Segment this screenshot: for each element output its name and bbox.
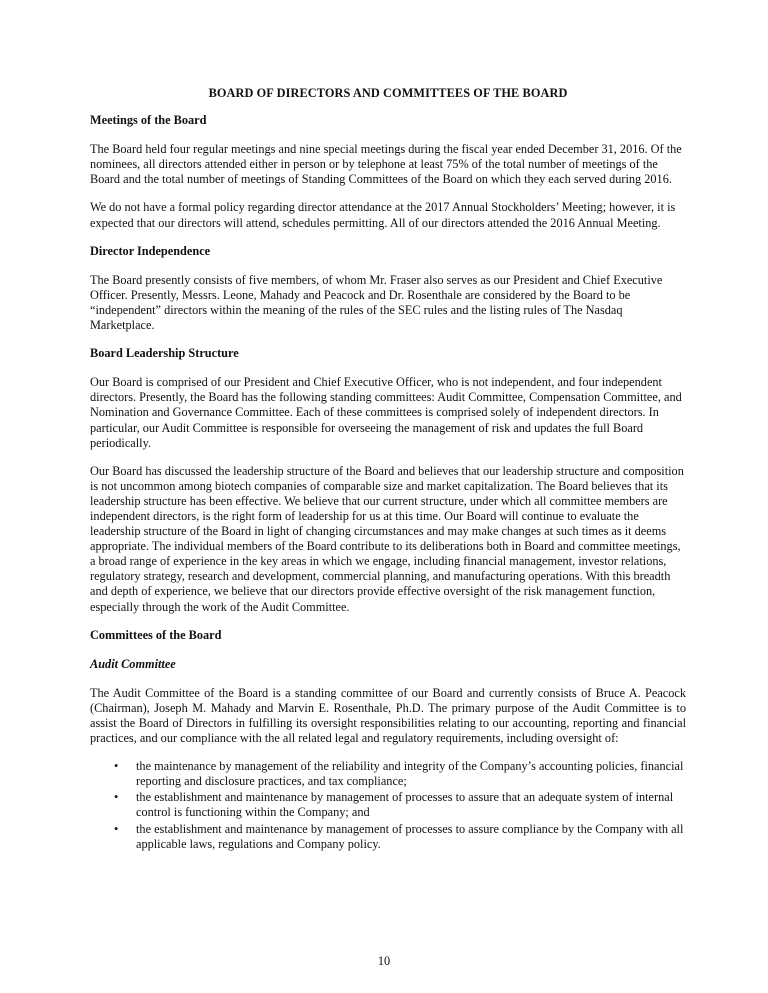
- bullet-icon: •: [114, 759, 119, 774]
- list-item-text: the establishment and maintenance by management of processes to assure compliance by the Company with all applicable laws, regulations and Company policy.: [136, 821, 684, 851]
- page-number: 10: [377, 954, 391, 968]
- list-item: [90, 822, 686, 852]
- meetings-paragraph-2: We do not have a formal policy regarding director attendance at the 2017 Annual Stockholders’ Meeting; however, it is expected that our directors will attend, schedules permitting. All of our directors attended the 2016 Annual Meeting.: [90, 200, 676, 230]
- document-page: [90, 86, 686, 853]
- bullet-icon: •: [114, 821, 119, 836]
- section-heading-meetings: Meetings of the Board: [90, 113, 207, 128]
- section-heading-leadership: Board Leadership Structure: [90, 346, 239, 361]
- list-item-text: the establishment and maintenance by management of processes to assure that an adequate system of internal control is functioning within the Company; and: [136, 790, 674, 820]
- subsection-heading-audit: Audit Committee: [90, 656, 176, 671]
- list-item: [90, 759, 686, 789]
- section-heading-independence: Director Independence: [90, 243, 211, 258]
- section-heading-committees: Committees of the Board: [90, 627, 222, 642]
- audit-paragraph-1: The Audit Committee of the Board is a standing committee of our Board and currently consists of Bruce A. Peacock (Chairman), Joseph M. Mahady and Marvin E. Rosenthale, Ph.D. The primary purpose of the Audit Committee is to assist the Board of Directors in fulfilling its oversight responsibilities relating to our accounting, reporting and financial practices, and our compliance with the all related legal and regulatory requirements, including oversight of:: [90, 685, 686, 746]
- leadership-paragraph-1: Our Board is comprised of our President and Chief Executive Officer, who is not independent, and four independent directors. Presently, the Board has the following standing committees: Audit Committee, Compensation Committee, and Nomination and Governance Committee. Each of these committees is comprised solely of independent directors. In particular, our Audit Committee is responsible for overseeing the management of risk and updates the full Board periodically.: [90, 375, 682, 450]
- leadership-paragraph-2: Our Board has discussed the leadership structure of the Board and believes that our leadership structure and composition is not uncommon among biotech companies of comparable size and market capitalization. The Board believes that its leadership structure has been effective. We believe that our current structure, under which all committee members are independent directors, is the right form of leadership for us at this time. Our Board will continue to evaluate the leadership structure of the Board in light of changing circumstances and may make changes at such times as it deems appropriate. The individual members of the Board contribute to its deliberations both in Board and committee meetings, a broad range of experience in the key areas in which we engage, including financial management, investor relations, regulatory strategy, research and development, commercial planning, and manufacturing operations. With this breadth and depth of experience, we believe that our directors provide effective oversight of the risk management function, especially through the work of the Audit Committee.: [90, 463, 684, 614]
- independence-paragraph-1: The Board presently consists of five members, of whom Mr. Fraser also serves as our President and Chief Executive Officer. Presently, Messrs. Leone, Mahady and Peacock and Dr. Rosenthale are considered by the Board to be “independent” directors within the meaning of the rules of the SEC rules and the listing rules of The Nasdaq Marketplace.: [90, 272, 663, 333]
- list-item: [90, 790, 686, 820]
- bullet-icon: •: [114, 790, 119, 805]
- page-title: BOARD OF DIRECTORS AND COMMITTEES OF THE BOARD: [208, 86, 568, 100]
- audit-oversight-list: [90, 759, 686, 852]
- meetings-paragraph-1: The Board held four regular meetings and nine special meetings during the fiscal year ended December 31, 2016. Of the nominees, all directors attended either in person or by telephone at least 75% of the total number of meetings of the Board and the total number of meetings of Standing Committees of the Board on which they each served during 2016.: [90, 142, 682, 187]
- list-item-text: the maintenance by management of the reliability and integrity of the Company’s accounting policies, financial reporting and disclosure practices, and tax compliance;: [136, 759, 684, 789]
